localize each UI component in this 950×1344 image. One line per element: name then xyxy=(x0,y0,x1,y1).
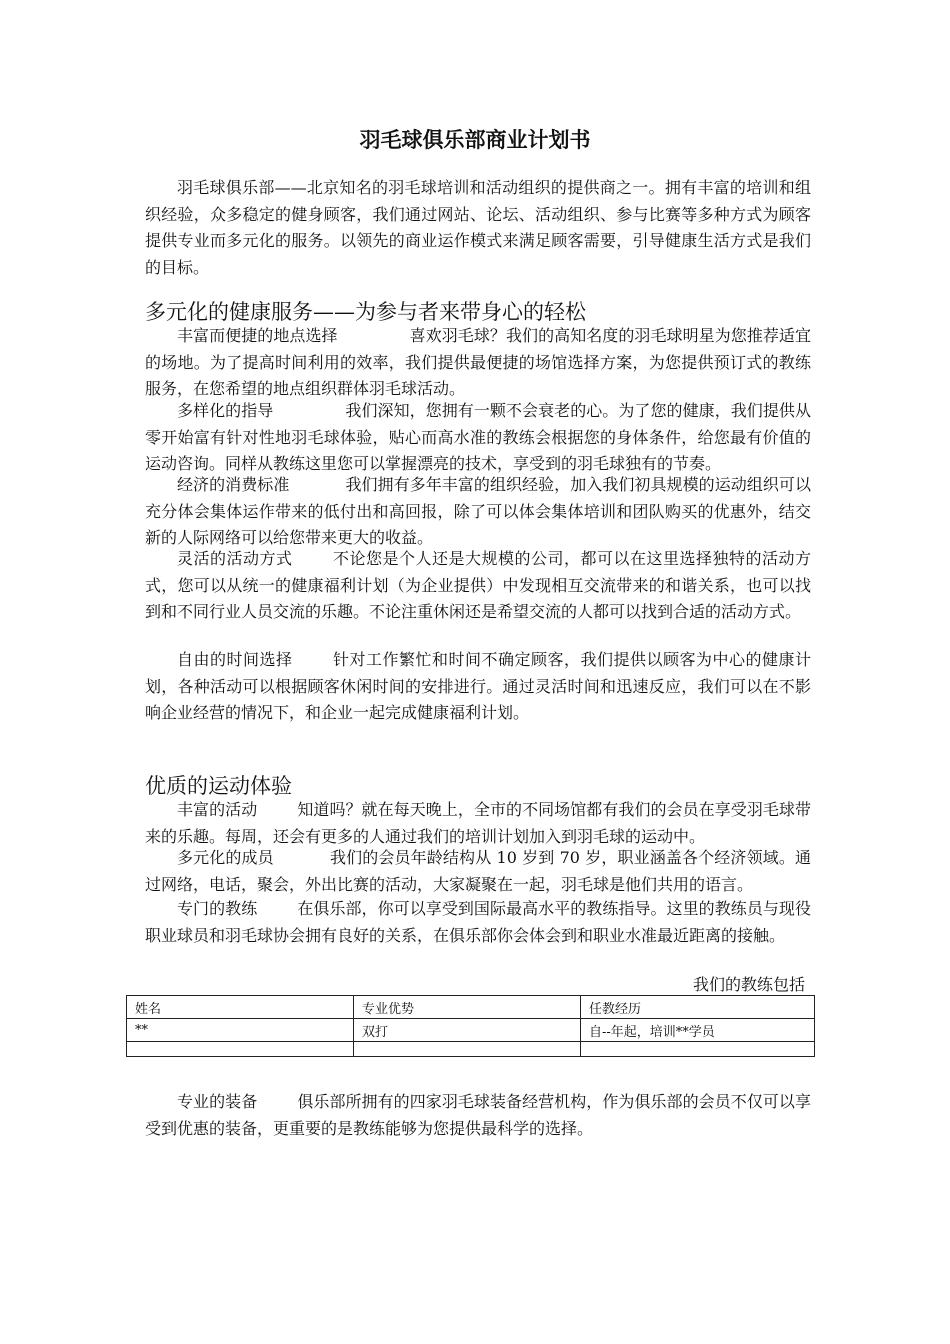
header-specialty: 专业优势 xyxy=(354,996,581,1019)
item-activities xyxy=(145,797,811,850)
item-text: 不论您是个人还是大规模的公司，都可以在这里选择独特的活动方式，您可以从统一的健康福利计划（为企业提供）中发现相互交流带来的和谐关系，也可以找到和不同行业人员交流的乐趣。不论注重休闲还是希望交流的人都可以找到合适的活动方式。 xyxy=(145,549,811,621)
item-guidance xyxy=(145,398,811,478)
item-label: 专业的装备 xyxy=(177,1092,258,1111)
intro-paragraph: 羽毛球俱乐部——北京知名的羽毛球培训和活动组织的提供商之一。拥有丰富的培训和组织经验，众多稳定的健身顾客，我们通过网站、论坛、活动组织、参与比赛等多种方式为顾客提供专业而多元化的服务。以领先的商业运作模式来满足顾客需要，引导健康生活方式是我们的目标。 xyxy=(145,178,811,277)
item-label: 丰富而便捷的地点选择 xyxy=(177,326,338,345)
item-label: 经济的消费标准 xyxy=(177,475,290,494)
item-label: 多元化的成员 xyxy=(177,848,274,867)
item-activity-mode xyxy=(145,546,811,626)
item-text: 知道吗？就在每天晚上，全市的不同场馆都有我们的会员在享受羽毛球带来的乐趣。每周，还会有更多的人通过我们的培训计划加入到羽毛球的运动中。 xyxy=(145,800,811,846)
item-cost xyxy=(145,472,811,552)
header-experience: 任教经历 xyxy=(581,996,815,1019)
item-label: 丰富的活动 xyxy=(177,800,258,819)
table-row xyxy=(127,1019,815,1042)
cell-specialty: 双打 xyxy=(354,1019,581,1042)
item-label: 多样化的指导 xyxy=(177,401,274,420)
cell-empty xyxy=(127,1042,354,1057)
item-text: 我们深知，您拥有一颗不会衰老的心。为了您的健康，我们提供从零开始富有针对性地羽毛球体验，贴心而高水准的教练会根据您的身体条件，给您最有价值的运动咨询。同样从教练这里您可以掌握漂亮的技术，享受到的羽毛球独有的节奏。 xyxy=(145,401,811,473)
section-heading-health-services: 多元化的健康服务——为参与者来带身心的轻松 xyxy=(145,300,586,324)
header-name: 姓名 xyxy=(127,996,354,1019)
cell-name: ** xyxy=(127,1019,354,1042)
item-label: 自由的时间选择 xyxy=(177,650,293,669)
cell-empty xyxy=(354,1042,581,1057)
item-text: 在俱乐部，你可以享受到国际最高水平的教练指导。这里的教练员与现役职业球员和羽毛球协会拥有良好的关系，在俱乐部你会体会到和职业水准最近距离的接触。 xyxy=(145,899,811,945)
item-time xyxy=(145,647,811,727)
item-text: 我们拥有多年丰富的组织经验，加入我们初具规模的运动组织可以充分体会集体运作带来的低付出和高回报，除了可以体会集体培训和团队购买的优惠外，结交新的人际网络可以给您带来更大的收益。 xyxy=(145,475,811,547)
document-title: 羽毛球俱乐部商业计划书 xyxy=(359,127,591,152)
item-label: 灵活的活动方式 xyxy=(177,549,293,568)
item-text: 俱乐部所拥有的四家羽毛球装备经营机构，作为俱乐部的会员不仅可以享受到优惠的装备，更重要的是教练能够为您提供最科学的选择。 xyxy=(145,1092,811,1138)
item-location xyxy=(145,323,811,403)
table-header-row xyxy=(127,996,815,1019)
table-row-empty xyxy=(127,1042,815,1057)
section-heading-experience: 优质的运动体验 xyxy=(145,774,292,798)
coaches-table xyxy=(126,995,815,1057)
item-members xyxy=(145,845,811,898)
cell-empty xyxy=(581,1042,815,1057)
item-label: 专门的教练 xyxy=(177,899,258,918)
cell-experience: 自--年起，培训**学员 xyxy=(581,1019,815,1042)
item-text: 针对工作繁忙和时间不确定顾客，我们提供以顾客为中心的健康计划，各种活动可以根据顾客休闲时间的安排进行。通过灵活时间和迅速反应，我们可以在不影响企业经营的情况下，和企业一起完成健康福利计划。 xyxy=(145,650,811,722)
item-coaches xyxy=(145,896,811,949)
table-caption: 我们的教练包括 xyxy=(692,975,805,994)
item-text: 喜欢羽毛球？我们的高知名度的羽毛球明星为您推荐适宜的场地。为了提高时间利用的效率，我们提供最便捷的场馆选择方案，为您提供预订式的教练服务，在您希望的地点组织群体羽毛球活动。 xyxy=(145,326,811,398)
item-equipment xyxy=(145,1089,811,1142)
item-text: 我们的会员年龄结构从 10 岁到 70 岁，职业涵盖各个经济领域。通过网络，电话，聚会，外出比赛的活动，大家凝聚在一起，羽毛球是他们共用的语言。 xyxy=(145,848,811,894)
